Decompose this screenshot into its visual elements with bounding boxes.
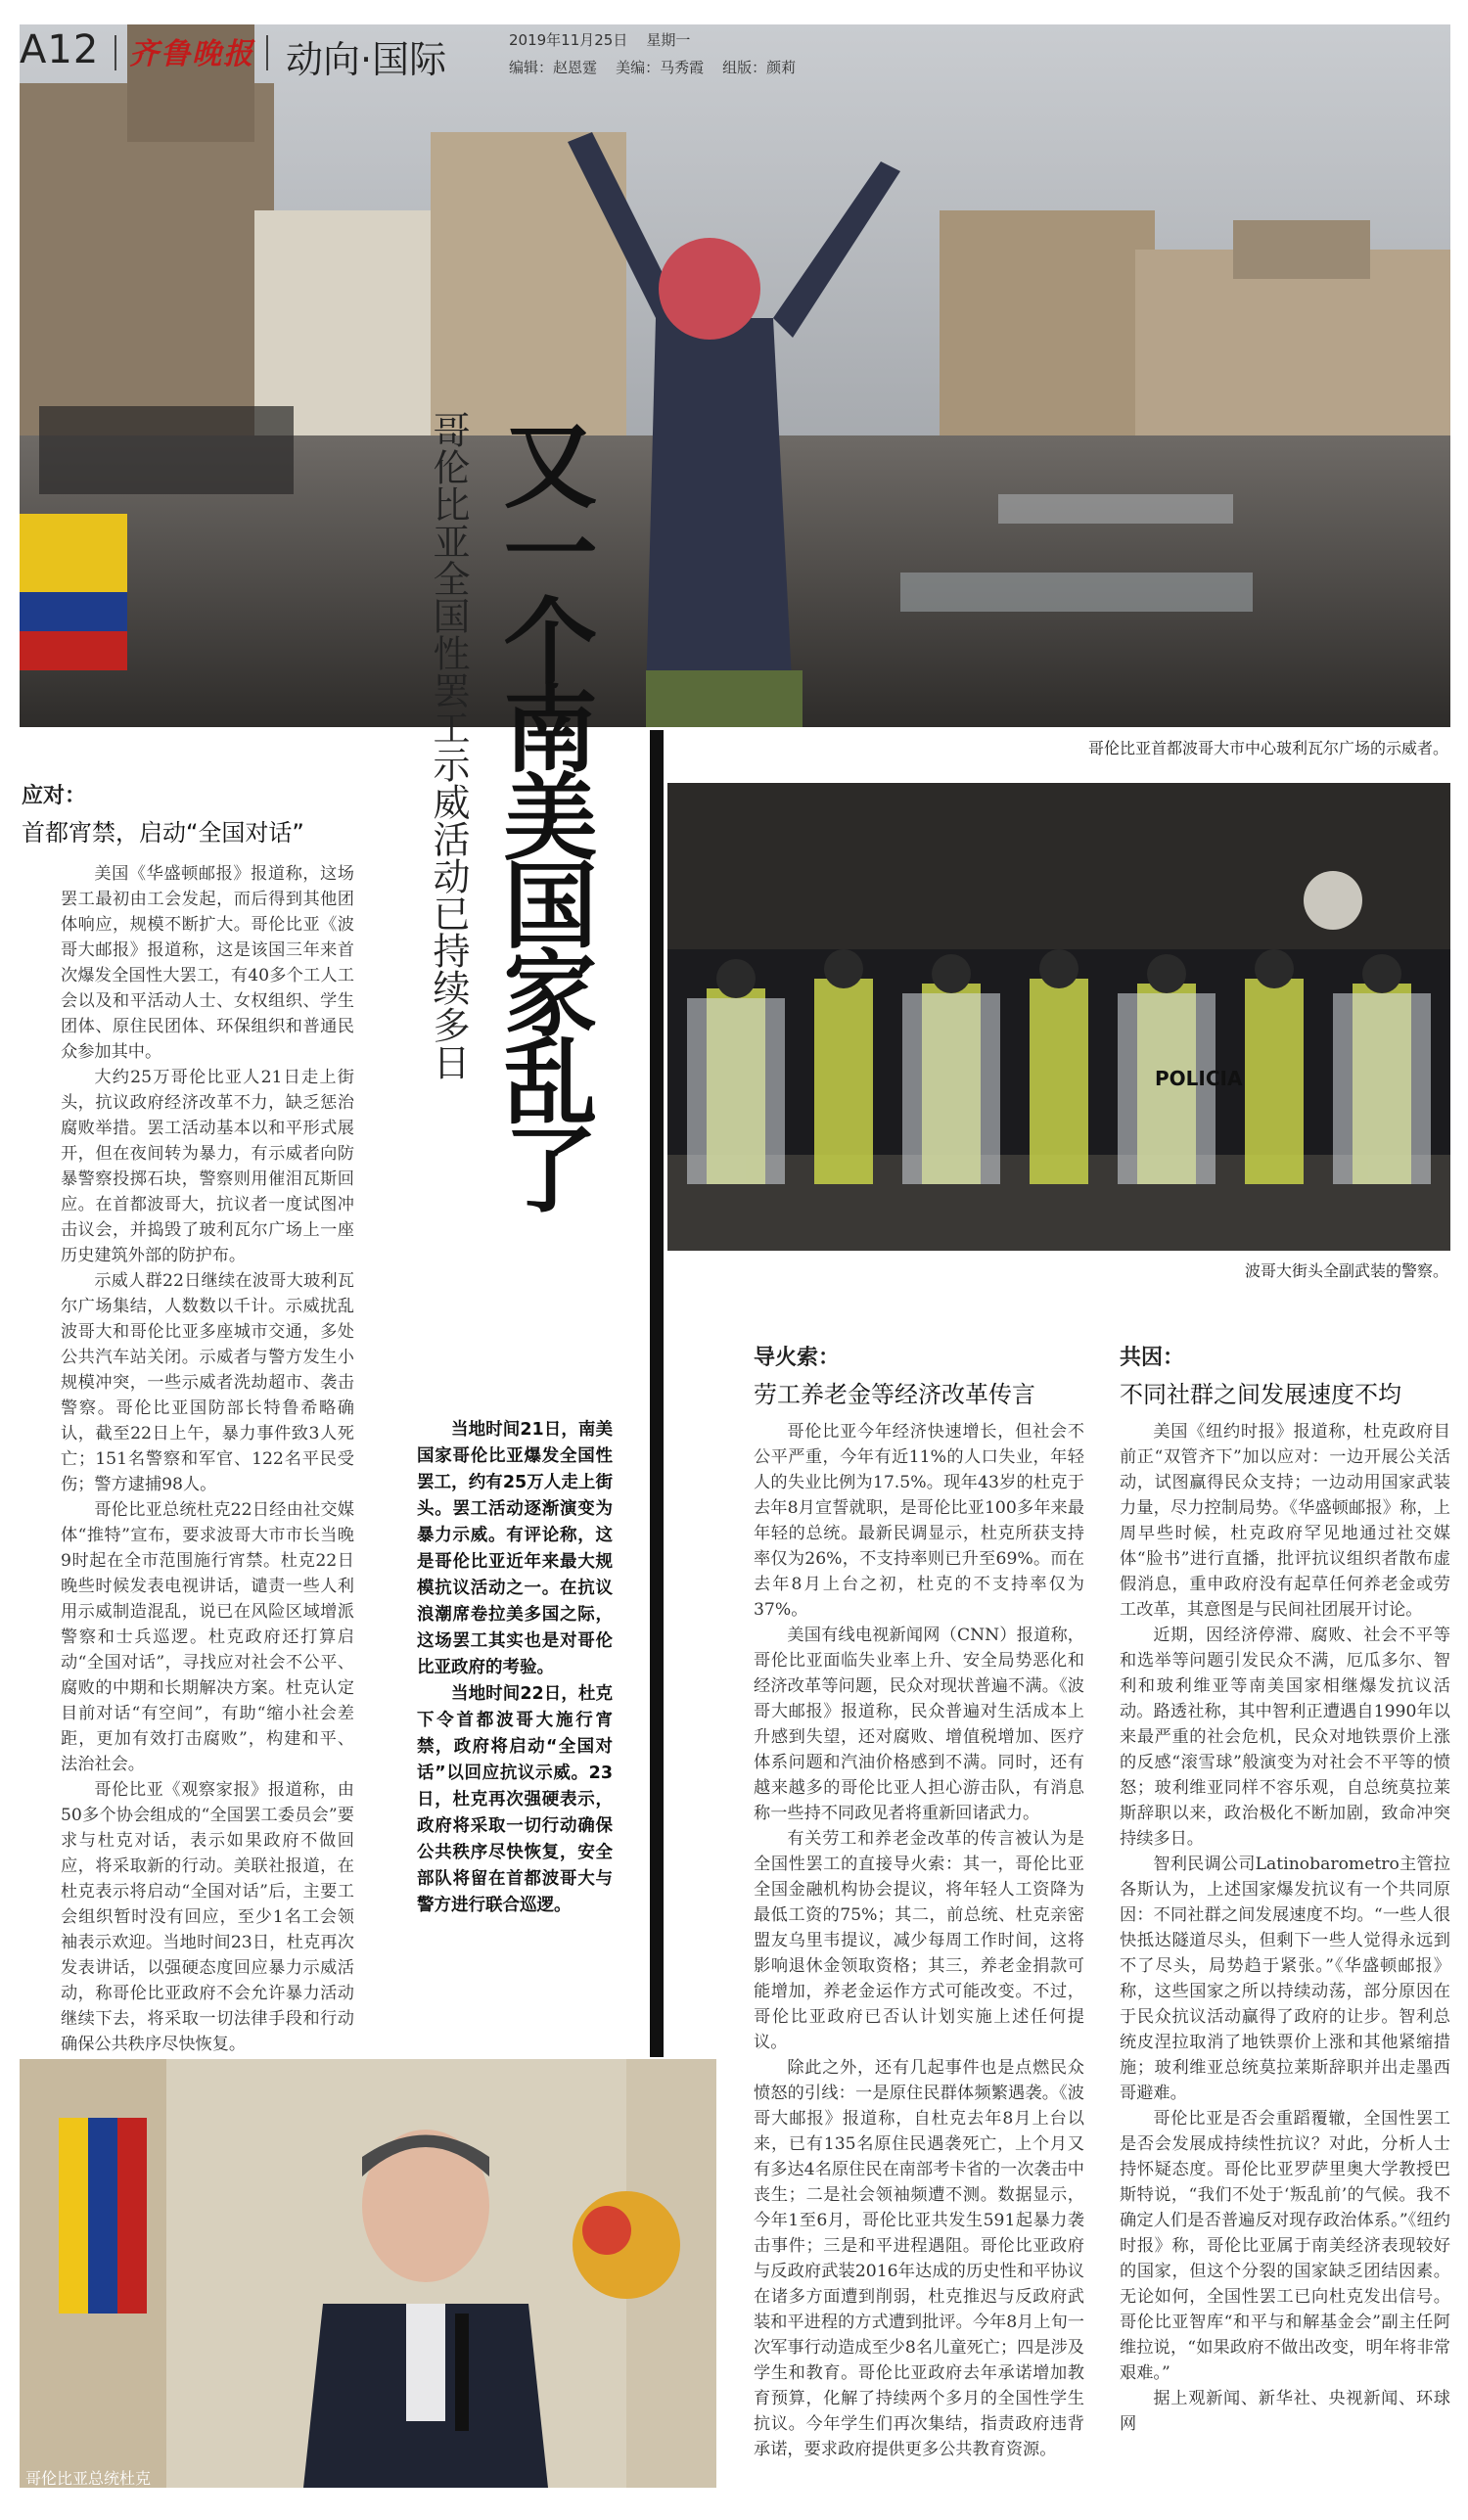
trigger-section	[754, 1341, 1086, 1409]
column-rule	[650, 730, 664, 2057]
president-photo	[20, 2059, 716, 2488]
response-paragraph: 示威人群22日继续在波哥大玻利瓦尔广场集结，人数数以千计。示威扰乱波哥大和哥伦比亚多座城市交通，多处公共汽车站关闭。示威者与警方发生小规模冲突，一些示威者洗劫超市、袭击警察。哥伦比亚国防部长特鲁希略确认，截至22日上午，暴力事件致3人死亡；151名警察和军官、122名平民受伤；警方逮捕98人。	[61, 1271, 354, 1494]
trigger-title: 劳工养老金等经济改革传言	[754, 1381, 1035, 1408]
response-label: 应对：	[22, 784, 87, 808]
lead-paragraph: 当地时间21日，南美国家哥伦比亚爆发全国性罢工，约有25万人走上街头。罢工活动逐渐演变为暴力示威。有评论称，这是哥伦比亚近年来最大规模抗议活动之一。在抗议浪潮席卷拉美多国之际，这场罢工其实也是对哥伦比亚政府的考验。	[417, 1420, 613, 1677]
top-photo-art	[20, 24, 1450, 727]
cause-label: 共因：	[1120, 1346, 1185, 1370]
source-credit: 据上观新闻、新华社、央视新闻、环球网	[1120, 2389, 1450, 2434]
header-divider-2	[266, 35, 268, 70]
lead-paragraph: 当地时间22日，杜克下令首都波哥大施行宵禁，政府将启动“全国对话”以回应抗议示威。23日，杜克再次强硬表示，政府将采取一切行动确保公共秩序尽快恢复，安全部队将留在首都波哥大与警方进行联合巡逻。	[417, 1684, 613, 1915]
section-name: 动向·国际	[286, 38, 447, 81]
cause-paragraph: 哥伦比亚是否会重蹈覆辙，全国性罢工是否会发展成持续性抗议？对此，分析人士持怀疑态度。哥伦比亚罗萨里奥大学教授巴斯特说，“我们不处于‘叛乱前’的气候。我不确定人们是否普遍反对现存政治体系。”《纽约时报》称，哥伦比亚属于南美经济表现较好的国家，但这个分裂的国家缺乏团结因素。无论如何，全国性罢工已向杜克发出信号。哥伦比亚智库“和平与和解基金会”副主任阿维拉说，“如果政府不做出改变，明年将非常艰难。”	[1120, 2109, 1450, 2383]
trigger-paragraph: 除此之外，还有几起事件也是点燃民众愤怒的引线：一是原住民群体频繁遇袭。《波哥大邮报》报道称，自杜克去年8月上台以来，已有135名原住民遇袭死亡，上个月又有多达4名原住民在南部考卡省的一次袭击中丧生；二是社会领袖频遭不测。数据显示，今年1至6月，哥伦比亚共发生591起暴力袭击事件；三是和平进程遇阻。哥伦比亚政府与反政府武装2016年达成的历史性和平协议在诸多方面遭到削弱，杜克推迟与反政府武装和平进程的方式遭到批评。今年8月上旬一次军事行动造成至少8名儿童死亡；四是涉及学生和教育。哥伦比亚政府去年承诺增加教育预算，化解了持续两个多月的全国性学生抗议。今年学生们再次集结，指责政府违背承诺，要求政府提供更多公共教育资源。	[754, 2058, 1084, 2459]
trigger-paragraph: 有关劳工和养老金改革的传言被认为是全国性罢工的直接导火索：其一，哥伦比亚全国金融机构协会提议，将年轻人工资降为最低工资的75%；其二，前总统、杜克亲密盟友乌里韦提议，减少每周工作时间，这将影响退休金领取资格；其三，养老金捐款可能增加，养老金运作方式可能改变。不过，哥伦比亚政府已否认计划实施上述任何提议。	[754, 1829, 1084, 2052]
response-title: 首都宵禁，启动“全国对话”	[22, 819, 304, 847]
response-paragraph: 哥伦比亚《观察家报》报道称，由50多个协会组成的“全国罢工委员会”要求与杜克对话，表示如果政府不做回应，将采取新的行动。美联社报道，在杜克表示将启动“全国对话”后，主要工会组织暂时没有回应，至少1名工会领袖表示欢迎。当地时间23日，杜克再次发表讲话，以强硬态度回应暴力示威活动，称哥伦比亚政府不会允许暴力活动继续下去，将采取一切法律手段和行动确保公共秩序尽快恢复。	[61, 1780, 354, 2054]
cause-paragraph: 美国《纽约时报》报道称，杜克政府目前正“双管齐下”加以应对：一边开展公关活动，试图赢得民众支持；一边动用国家武装力量，尽力控制局势。《华盛顿邮报》称，上周早些时候，杜克政府罕见地通过社交媒体“脸书”进行直播，批评抗议组织者散布虚假消息，重申政府没有起草任何养老金或劳工改革，其意图是与民间社团展开讨论。	[1120, 1422, 1450, 1620]
response-paragraph: 哥伦比亚总统杜克22日经由社交媒体“推特”宣布，要求波哥大市市长当晚9时起在全市范围施行宵禁。杜克22日晚些时候发表电视讲话，谴责一些人利用示威制造混乱，说已在风险区域增派警察和士兵巡逻。杜克政府还打算启动“全国对话”，寻找应对社会不公平、腐败的中期和长期解决方案。杜克认定目前对话“有空间”，有助“缩小社会差距，更加有效打击腐败”，构建和平、法治社会。	[61, 1500, 354, 1774]
president-photo-art	[20, 2059, 716, 2488]
response-section	[22, 779, 354, 848]
cause-section	[1120, 1341, 1452, 1409]
sub-headline: 哥伦比亚全国性罢工示威活动已持续多日	[427, 411, 470, 1080]
main-headline: 又一个南美国家乱了	[488, 416, 598, 1209]
trigger-body	[754, 1419, 1084, 2462]
police-photo	[667, 783, 1450, 1251]
shield-text: POLICIA	[1155, 1067, 1243, 1090]
top-protester-photo	[20, 24, 1450, 727]
page-code: A12	[20, 27, 100, 72]
trigger-paragraph: 哥伦比亚今年经济快速增长，但社会不公平严重，今年有近11%的人口失业，年轻人的失业比例为17.5%。现年43岁的杜克于去年8月宣誓就职，是哥伦比亚100多年来最年轻的总统。最新民调显示，杜克所获支持率仅为26%，不支持率则已升至69%。而在去年8月上台之初，杜克的不支持率仅为37%。	[754, 1422, 1084, 1620]
trigger-paragraph: 美国有线电视新闻网（CNN）报道称，哥伦比亚面临失业率上升、安全局势恶化和经济改革等问题，民众对现状普遍不满。《波哥大邮报》报道称，民众普遍对生活成本上升感到失望，还对腐败、增值税增加、医疗体系问题和汽油价格感到不满。同时，还有越来越多的哥伦比亚人担心游击队，有消息称一些持不同政见者将重新回诸武力。	[754, 1626, 1084, 1823]
cause-paragraph: 近期，因经济停滞、腐败、社会不平等和选举等问题引发民众不满，厄瓜多尔、智利和玻利维亚等南美国家相继爆发抗议活动。路透社称，其中智利正遭遇自1990年以来最严重的社会危机，民众对地铁票价上涨的反感“滚雪球”般演变为对社会不平等的愤怒；玻利维亚同样不容乐观，自总统莫拉莱斯辞职以来，政治极化不断加剧，致命冲突持续多日。	[1120, 1626, 1450, 1849]
president-photo-caption: 哥伦比亚总统杜克	[25, 2469, 152, 2488]
response-body	[61, 861, 354, 2057]
response-paragraph: 美国《华盛顿邮报》报道称，这场罢工最初由工会发起，而后得到其他团体响应，规模不断扩大。哥伦比亚《波哥大邮报》报道称，这是该国三年来首次爆发全国性大罢工，有40多个工人工会以及和平活动人士、女权组织、学生团体、原住民团体、环保组织和普通民众参加其中。	[61, 864, 354, 1062]
cause-body	[1120, 1419, 1450, 2437]
cause-paragraph: 智利民调公司Latinobarometro主管拉各斯认为，上述国家爆发抗议有一个共同原因：不同社群之间发展速度不均。“一些人很快抵达隧道尽头，但剩下一些人觉得永远到不了尽头，局势趋于紧张。”《华盛顿邮报》称，这些国家之所以持续动荡，部分原因在于民众抗议活动赢得了政府的让步。智利总统皮涅拉取消了地铁票价上涨和其他紧缩措施；玻利维亚总统莫拉莱斯辞职并出走墨西哥避难。	[1120, 1855, 1450, 2103]
response-paragraph: 大约25万哥伦比亚人21日走上街头，抗议政府经济改革不力，缺乏惩治腐败举措。罢工活动基本以和平形式展开，但在夜间转为暴力，有示威者向防暴警察投掷石块，警察则用催泪瓦斯回应。在首都波哥大，抗议者一度试图冲击议会，并捣毁了玻利瓦尔广场上一座历史建筑外部的防护布。	[61, 1068, 354, 1265]
header-divider-1	[115, 35, 116, 70]
top-photo-caption: 哥伦比亚首都波哥大市中心玻利瓦尔广场的示威者。	[1087, 739, 1448, 757]
paper-logo: 齐鲁晚报	[129, 37, 254, 71]
police-photo-caption: 波哥大街头全副武装的警察。	[1244, 1261, 1448, 1280]
lead-text	[417, 1417, 613, 1919]
editor-credits: 编辑：赵恩霆 美编：马秀霞 组版：颜莉	[509, 59, 797, 76]
trigger-label: 导火索：	[754, 1346, 841, 1370]
cause-title: 不同社群之间发展速度不均	[1120, 1381, 1401, 1408]
police-photo-art	[667, 783, 1450, 1251]
issue-date: 2019年11月25日 星期一	[509, 31, 691, 49]
